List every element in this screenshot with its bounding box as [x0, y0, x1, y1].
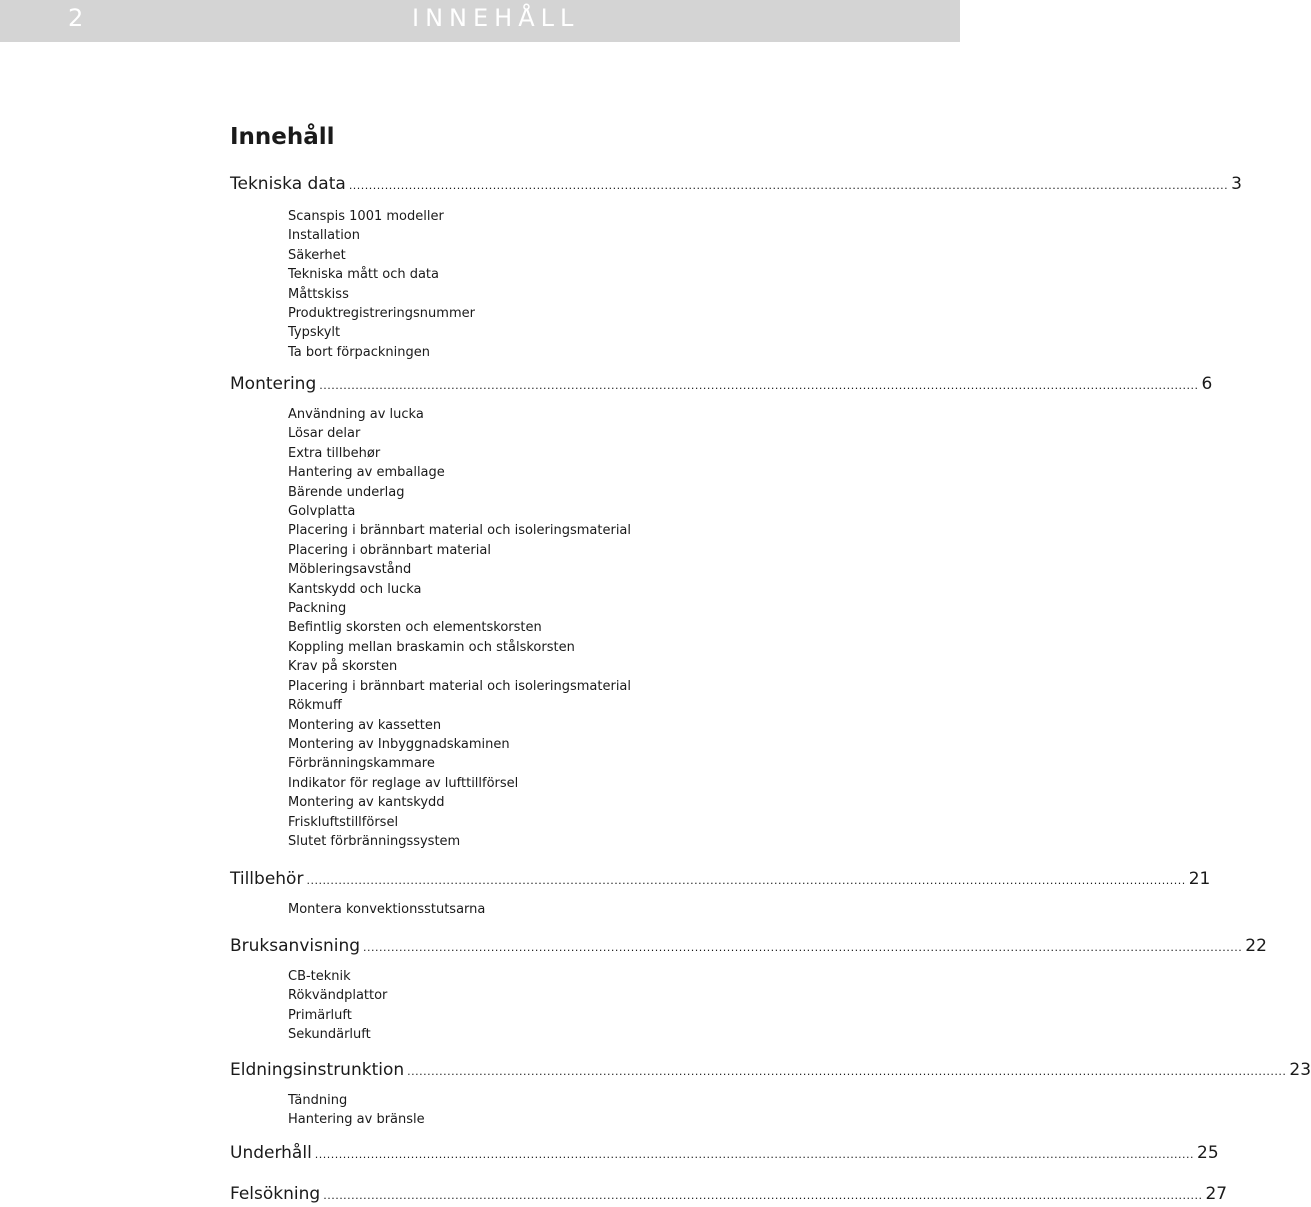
toc-subitem[interactable]: Packning [288, 601, 347, 617]
toc-entry[interactable] [230, 1142, 1219, 1166]
toc-subitem[interactable]: Montera konvektionsstutsarna [288, 902, 486, 917]
toc-subitem[interactable]: CB-teknik [288, 969, 351, 984]
toc-entry-title: Bruksanvisning [230, 936, 361, 956]
toc-section [230, 373, 1213, 851]
toc-subitem[interactable]: Hantering av emballage [288, 465, 445, 481]
toc-subitem[interactable]: Kantskydd och lucka [288, 581, 422, 597]
toc-subitem[interactable]: Bärende underlag [288, 484, 405, 500]
toc-entry[interactable] [230, 935, 1267, 959]
dot-leader: ............................................................................................................................................................................................................................ [363, 941, 1243, 954]
page-header [0, 0, 960, 42]
toc-entry-title: Tillbehör [230, 869, 304, 889]
dot-leader: ............................................................................................................................................................................................................................ [319, 379, 1199, 392]
toc-entry-title: Eldningsinstrunktion [230, 1060, 405, 1080]
toc-subitem-list [230, 1091, 728, 1130]
toc-subitem[interactable]: Montering av kantskydd [288, 795, 445, 811]
toc-section [230, 1059, 1311, 1130]
toc-subitem[interactable]: Placering i brännbart material och isoleringsmaterial [288, 523, 632, 539]
toc-subitem[interactable]: Användning av lucka [288, 407, 424, 422]
toc-section [230, 868, 1211, 919]
toc-subitem[interactable]: Primärluft [288, 1007, 352, 1023]
toc-subitem[interactable]: Säkerhet [288, 247, 346, 263]
dot-leader: ............................................................................................................................................................................................................................ [407, 1065, 1287, 1078]
toc-subitem-list [230, 967, 728, 1045]
toc-entry-title: Tekniska data [230, 174, 346, 194]
toc-subitem[interactable]: Krav på skorsten [288, 659, 398, 675]
toc-entry[interactable] [230, 173, 1242, 197]
dot-leader: ............................................................................................................................................................................................................................ [323, 1189, 1203, 1202]
toc-subitem[interactable]: Extra tillbehør [288, 445, 381, 461]
toc-subitem[interactable]: Produktregistreringsnummer [288, 306, 475, 322]
toc-subitem[interactable]: Sekundärluft [288, 1027, 371, 1043]
toc-title: Innehåll [230, 124, 335, 150]
toc-subitem[interactable]: Placering i obrännbart material [288, 542, 491, 558]
toc-subitem[interactable]: Hantering av bränsle [288, 1112, 425, 1128]
toc-subitem[interactable]: Indikator för reglage av lufttillförsel [288, 775, 519, 791]
toc-subitem[interactable]: Montering av Inbyggnadskaminen [288, 736, 510, 752]
toc-subitem[interactable]: Golvplatta [288, 504, 356, 520]
toc-entry-title: Felsökning [230, 1184, 321, 1204]
toc-entry-page: 21 [1188, 869, 1211, 889]
toc-subitem[interactable]: Typskylt [288, 325, 341, 341]
toc-subitem-list [230, 405, 728, 851]
toc-entry-title: Underhåll [230, 1143, 312, 1163]
toc-subitem[interactable]: Befintlig skorsten och elementskorsten [288, 620, 542, 636]
header-title: INNEHÅLL [412, 4, 580, 32]
toc-subitem[interactable]: Slutet förbränningssystem [288, 833, 461, 849]
toc-entry-page: 6 [1201, 374, 1213, 394]
toc-subitem[interactable]: Förbränningskammare [288, 756, 435, 772]
dot-leader: ............................................................................................................................................................................................................................ [314, 1148, 1195, 1161]
toc-subitem[interactable]: Installation [288, 228, 361, 244]
toc-subitem[interactable]: Scanspis 1001 modeller [288, 209, 444, 224]
toc-entry-page: 3 [1231, 174, 1242, 194]
toc-subitem[interactable]: Montering av kassetten [288, 717, 442, 733]
toc-subitem-list [230, 207, 728, 362]
dot-leader: ............................................................................................................................................................................................................................ [306, 874, 1186, 887]
toc-subitem[interactable]: Placering i brännbart material och isoleringsmaterial [288, 678, 632, 694]
toc-subitem[interactable]: Ta bort förpackningen [288, 344, 431, 360]
toc-entry-title: Montering [230, 374, 317, 394]
toc-entry-page: 27 [1205, 1184, 1228, 1204]
toc-subitem-list [230, 900, 728, 919]
toc-section [230, 935, 1267, 1045]
toc-subitem[interactable]: Rökmuff [288, 698, 342, 714]
toc-section [230, 1142, 1219, 1166]
toc-subitem[interactable]: Friskluftstillförsel [288, 814, 399, 830]
toc-subitem[interactable]: Måttskiss [288, 286, 349, 302]
toc-subitem[interactable]: Lösar delar [288, 426, 361, 442]
page-number: 2 [68, 4, 84, 32]
toc-subitem[interactable]: Rökvändplattor [288, 988, 388, 1004]
toc-entry[interactable] [230, 373, 1213, 397]
toc-entry-page: 22 [1245, 936, 1267, 956]
toc-subitem[interactable]: Koppling mellan braskamin och stålskorsten [288, 639, 575, 655]
toc-section [230, 1183, 1228, 1207]
toc-entry-page: 23 [1289, 1060, 1311, 1080]
toc-entry-page: 25 [1197, 1143, 1219, 1163]
toc-entry[interactable] [230, 1059, 1311, 1083]
toc-subitem[interactable]: Tekniska mått och data [288, 267, 439, 283]
toc-entry[interactable] [230, 1183, 1228, 1207]
toc-section [230, 173, 1242, 362]
toc-subitem[interactable]: Tändning [288, 1093, 348, 1108]
dot-leader: ............................................................................................................................................................................................................................ [348, 179, 1229, 192]
toc-entry[interactable] [230, 868, 1211, 892]
toc-subitem[interactable]: Möbleringsavstånd [288, 562, 412, 578]
